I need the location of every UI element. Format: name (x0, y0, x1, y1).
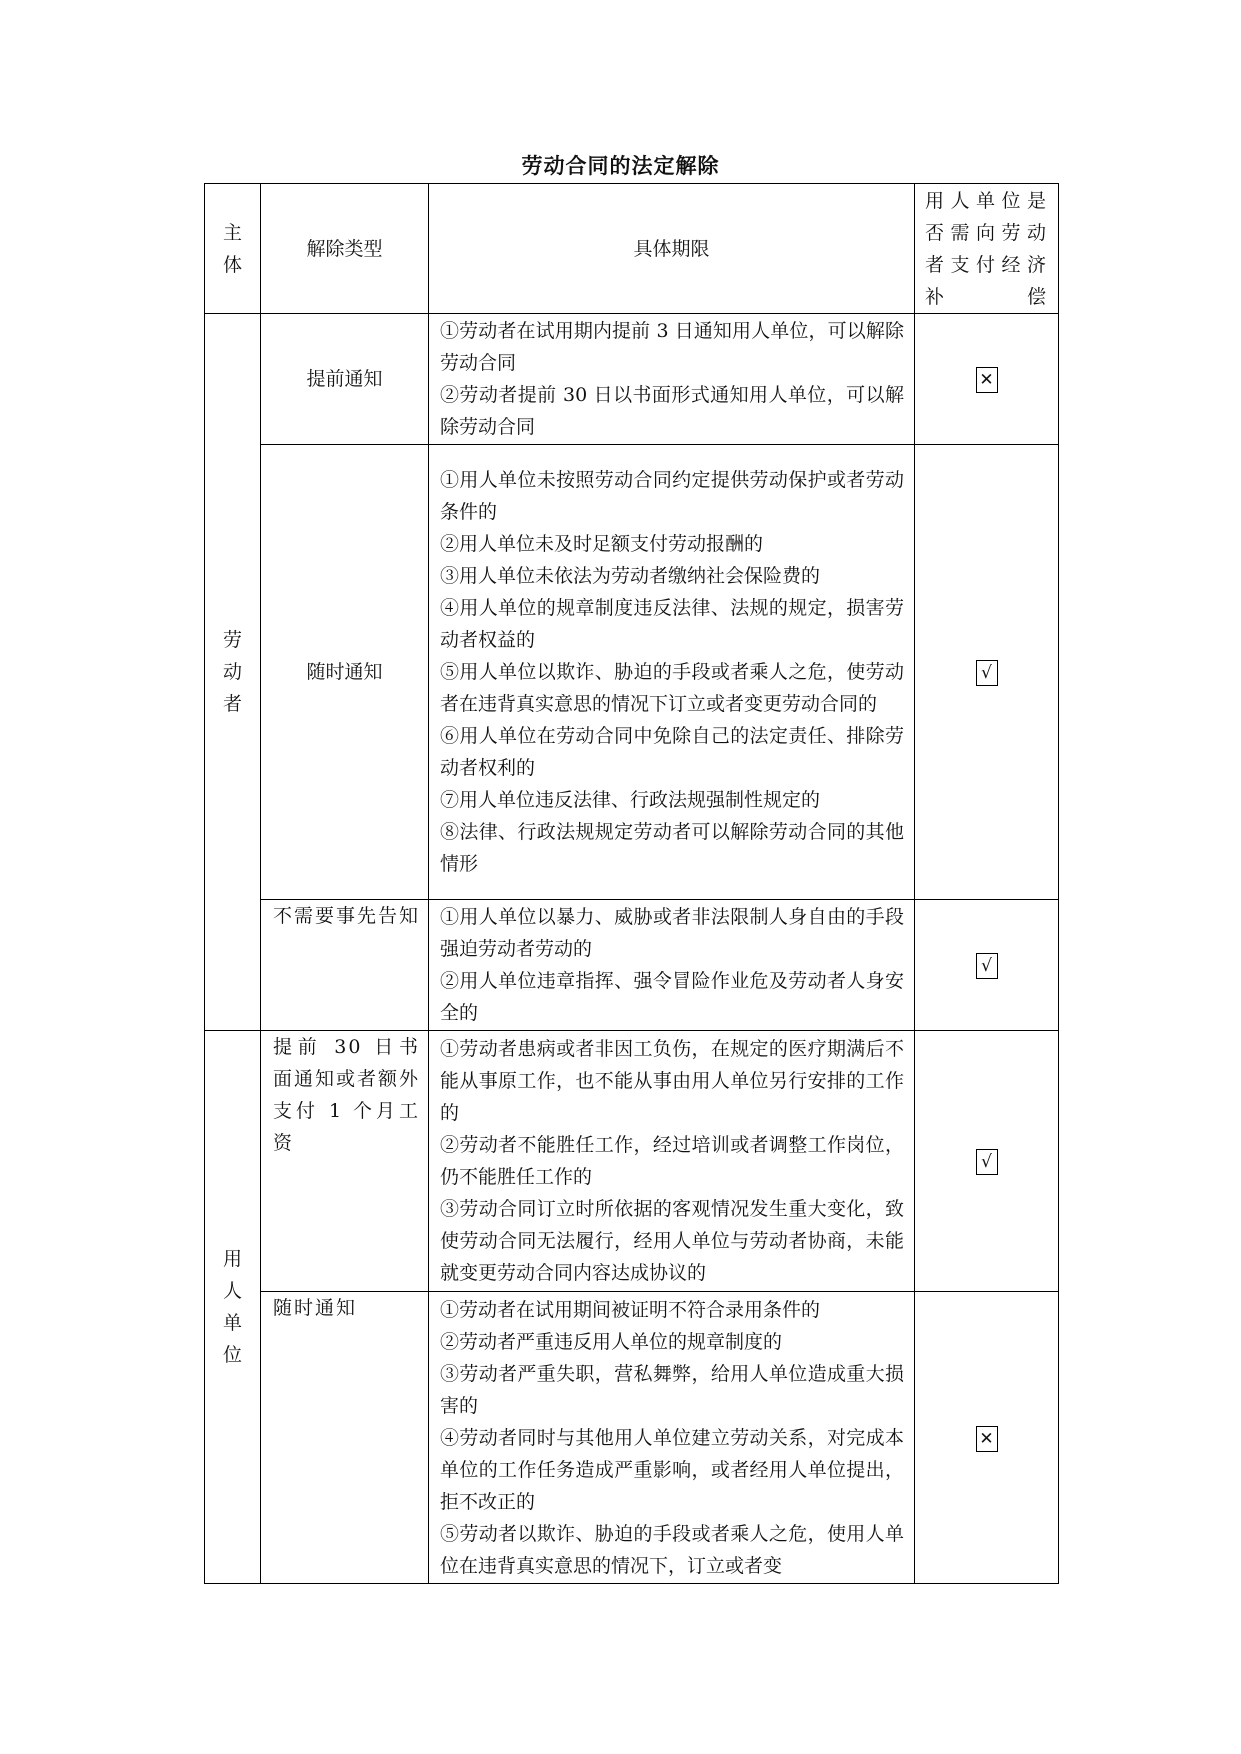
compensation-cell (915, 1292, 1059, 1584)
detail-cell (429, 900, 915, 1031)
table-row (205, 314, 1059, 445)
detail-item: ①劳动者在试用期内提前 3 日通知用人单位，可以解除劳动合同 (440, 320, 904, 374)
type-cell: 提前 30 日书面通知或者额外支付 1 个月工资 (261, 1031, 429, 1292)
cross-mark-icon: ✕ (976, 367, 998, 393)
detail-item: ②劳动者严重违反用人单位的规章制度的 (440, 1330, 783, 1353)
detail-item: ②用人单位违章指挥、强令冒险作业危及劳动者人身安全的 (440, 970, 904, 1024)
header-type: 解除类型 (261, 184, 429, 314)
compensation-cell (915, 1031, 1059, 1292)
detail-item: ⑤用人单位以欺诈、胁迫的手段或者乘人之危，使劳动者在违背真实意思的情况下订立或者变更劳动合同的 (440, 661, 904, 715)
detail-cell (429, 314, 915, 445)
detail-item: ⑧法律、行政法规规定劳动者可以解除劳动合同的其他情形 (440, 821, 904, 875)
termination-table (204, 183, 1059, 1584)
subject-cell-worker: 劳动者 (205, 314, 261, 1031)
check-mark-icon: √ (976, 953, 998, 979)
detail-item: ⑥用人单位在劳动合同中免除自己的法定责任、排除劳动者权利的 (440, 725, 904, 779)
table-row (205, 900, 1059, 1031)
detail-item: ③劳动合同订立时所依据的客观情况发生重大变化，致使劳动合同无法履行，经用人单位与劳动者协商，未能就变更劳动合同内容达成协议的 (440, 1198, 904, 1284)
type-cell: 随时通知 (261, 445, 429, 900)
detail-item: ③用人单位未依法为劳动者缴纳社会保险费的 (440, 565, 821, 587)
detail-item: ④用人单位的规章制度违反法律、法规的规定，损害劳动者权益的 (440, 597, 904, 651)
check-mark-icon: √ (976, 660, 998, 686)
detail-item: ③劳动者严重失职，营私舞弊，给用人单位造成重大损害的 (440, 1362, 904, 1417)
table-row (205, 1031, 1059, 1292)
header-subject: 主体 (205, 184, 261, 314)
table-row (205, 1292, 1059, 1584)
subject-cell-employer: 用人单位 (205, 1031, 261, 1584)
detail-item: ④劳动者同时与其他用人单位建立劳动关系，对完成本单位的工作任务造成严重影响，或者经用人单位提出，拒不改正的 (440, 1426, 904, 1513)
detail-item: ①劳动者在试用期间被证明不符合录用条件的 (440, 1298, 821, 1321)
detail-item: ②劳动者提前 30 日以书面形式通知用人单位，可以解除劳动合同 (440, 384, 904, 438)
type-cell: 提前通知 (261, 314, 429, 445)
detail-cell (429, 1031, 915, 1292)
header-detail: 具体期限 (429, 184, 915, 314)
document-title: 劳动合同的法定解除 (521, 154, 720, 178)
detail-item: ②用人单位未及时足额支付劳动报酬的 (440, 533, 764, 555)
compensation-cell (915, 900, 1059, 1031)
type-cell: 随时通知 (261, 1292, 429, 1584)
detail-item: ⑦用人单位违反法律、行政法规强制性规定的 (440, 789, 821, 811)
compensation-cell (915, 314, 1059, 445)
cross-mark-icon: ✕ (976, 1426, 998, 1452)
check-mark-icon: √ (976, 1149, 998, 1175)
compensation-cell (915, 445, 1059, 900)
header-compensation: 用人单位是否需向劳动者支付经济补偿 (915, 184, 1059, 314)
table-row (205, 445, 1059, 900)
detail-item: ②劳动者不能胜任工作，经过培训或者调整工作岗位，仍不能胜任工作的 (440, 1134, 904, 1188)
type-cell: 不需要事先告知 (261, 900, 429, 1031)
detail-cell (429, 445, 915, 900)
detail-item: ①用人单位未按照劳动合同约定提供劳动保护或者劳动条件的 (440, 469, 904, 523)
detail-cell (429, 1292, 915, 1584)
detail-item: ①劳动者患病或者非因工负伤，在规定的医疗期满后不能从事原工作，也不能从事由用人单位另行安排的工作的 (440, 1038, 904, 1124)
header-row (205, 184, 1059, 314)
detail-item: ⑤劳动者以欺诈、胁迫的手段或者乘人之危，使用人单位在违背真实意思的情况下，订立或者变 (440, 1522, 904, 1577)
detail-item: ①用人单位以暴力、威胁或者非法限制人身自由的手段强迫劳动者劳动的 (440, 906, 904, 960)
